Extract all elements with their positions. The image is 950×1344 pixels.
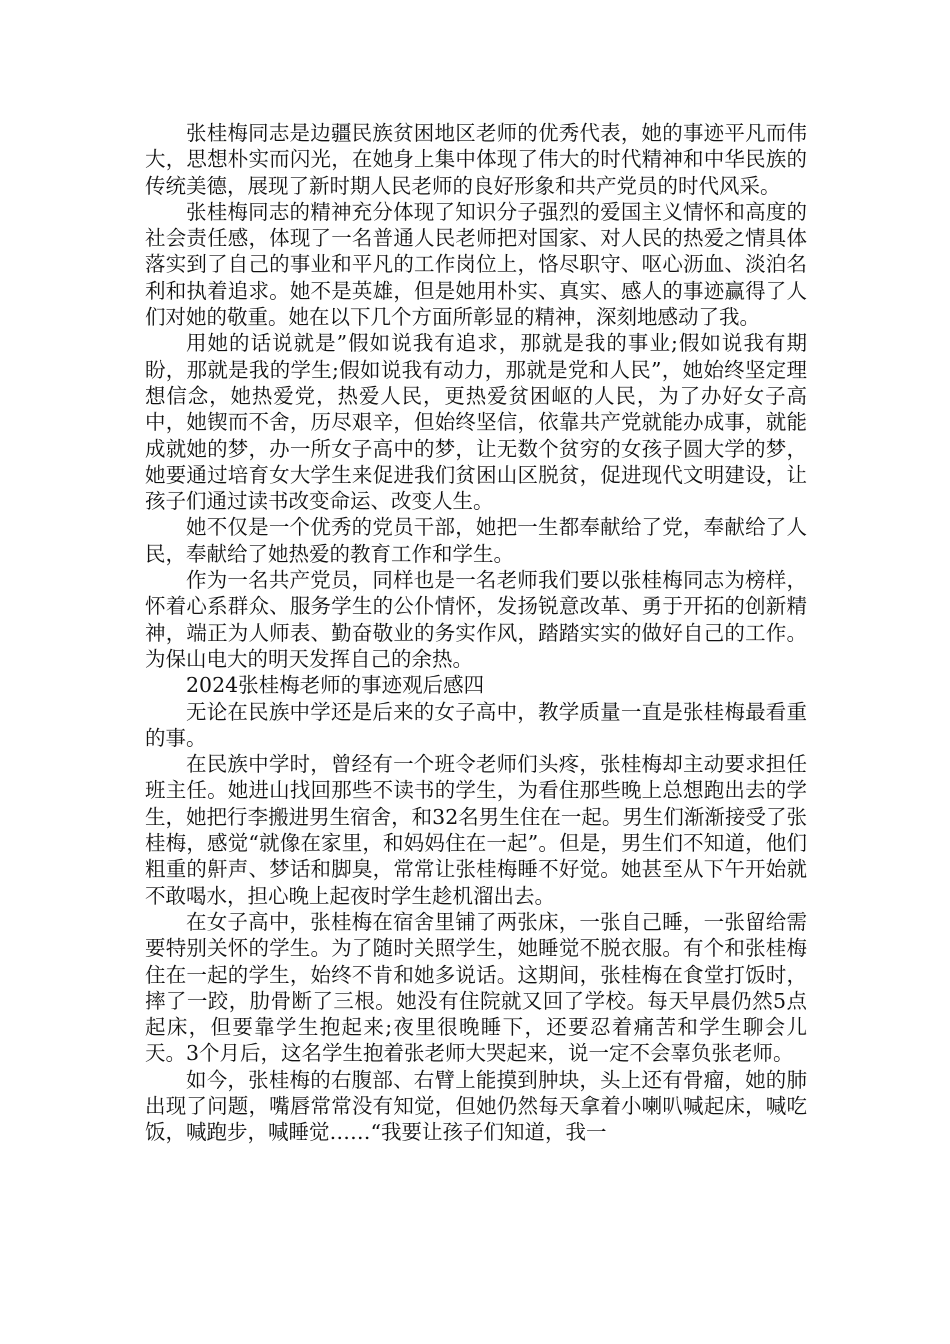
- paragraph: 无论在民族中学还是后来的女子高中，教学质量一直是张桂梅最看重的事。: [145, 699, 807, 750]
- paragraph: 用她的话说就是”假如说我有追求，那就是我的事业;假如说我有期盼，那就是我的学生;假如说我有动力，那就是党和人民”，她始终坚定理想信念，她热爱党，热爱人民，更热爱贫困岖的人民，为了办好女子高中，她锲而不舍，历尽艰辛，但始终坚信，依靠共产党就能办成事，就能成就她的梦，办一所女子高中的梦，让无数个贫穷的女孩子圆大学的梦，她要通过培育女大学生来促进我们贫困山区脱贫，促进现代文明建设，让孩子们通过读书改变命运、改变人生。: [145, 331, 807, 514]
- paragraph: 作为一名共产党员，同样也是一名老师我们要以张桂梅同志为榜样，怀着心系群众、服务学生的公仆情怀，发扬锐意改革、勇于开拓的创新精神，端正为人师表、勤奋敬业的务实作风，踏踏实实的做好自己的工作。为保山电大的明天发挥自己的余热。: [145, 568, 807, 671]
- section-heading: 2024张桂梅老师的事迹观后感四: [186, 673, 485, 698]
- document-body: [145, 120, 807, 1146]
- paragraph: 在民族中学时，曾经有一个班令老师们头疼，张桂梅却主动要求担任班主任。她进山找回那些不读书的学生，为看住那些晚上总想跑出去的学生，她把行李搬进男生宿舍，和32名男生住在一起。男生们渐渐接受了张桂梅，感觉“就像在家里，和妈妈住在一起”。但是，男生们不知道，他们粗重的鼾声、梦话和脚臭，常常让张桂梅睡不好觉。她甚至从下午开始就不敢喝水，担心晚上起夜时学生趁机溜出去。: [145, 752, 807, 908]
- paragraph: 如今，张桂梅的右腹部、右臂上能摸到肿块，头上还有骨瘤，她的肺出现了问题，嘴唇常常没有知觉，但她仍然每天拿着小喇叭喊起床，喊吃饭，喊跑步，喊睡觉……“我要让孩子们知道，我一: [145, 1067, 807, 1145]
- paragraph: 她不仅是一个优秀的党员干部，她把一生都奉献给了党，奉献给了人民，奉献给了她热爱的教育工作和学生。: [145, 515, 807, 566]
- paragraph: 张桂梅同志是边疆民族贫困地区老师的优秀代表，她的事迹平凡而伟大，思想朴实而闪光，在她身上集中体现了伟大的时代精神和中华民族的传统美德，展现了新时期人民老师的良好形象和共产党员的时代风采。: [145, 121, 807, 198]
- paragraph: 在女子高中，张桂梅在宿舍里铺了两张床，一张自己睡，一张留给需要特别关怀的学生。为了随时关照学生，她睡觉不脱衣服。有个和张桂梅住在一起的学生，始终不肯和她多说话。这期间，张桂梅在食堂打饭时，摔了一跤，肋骨断了三根。她没有住院就又回了学校。每天早晨仍然5点起床，但要靠学生抱起来;夜里很晚睡下，还要忍着痛苦和学生聊会儿天。3个月后，这名学生抱着张老师大哭起来，说一定不会辜负张老师。: [145, 909, 807, 1066]
- paragraph: 张桂梅同志的精神充分体现了知识分子强烈的爱国主义情怀和高度的社会责任感，体现了一名普通人民老师把对国家、对人民的热爱之情具体落实到了自己的事业和平凡的工作岗位上，恪尽职守、呕心沥血、淡泊名利和执着追求。她不是英雄，但是她用朴实、真实、感人的事迹赢得了人们对她的敬重。她在以下几个方面所彰显的精神，深刻地感动了我。: [145, 199, 807, 330]
